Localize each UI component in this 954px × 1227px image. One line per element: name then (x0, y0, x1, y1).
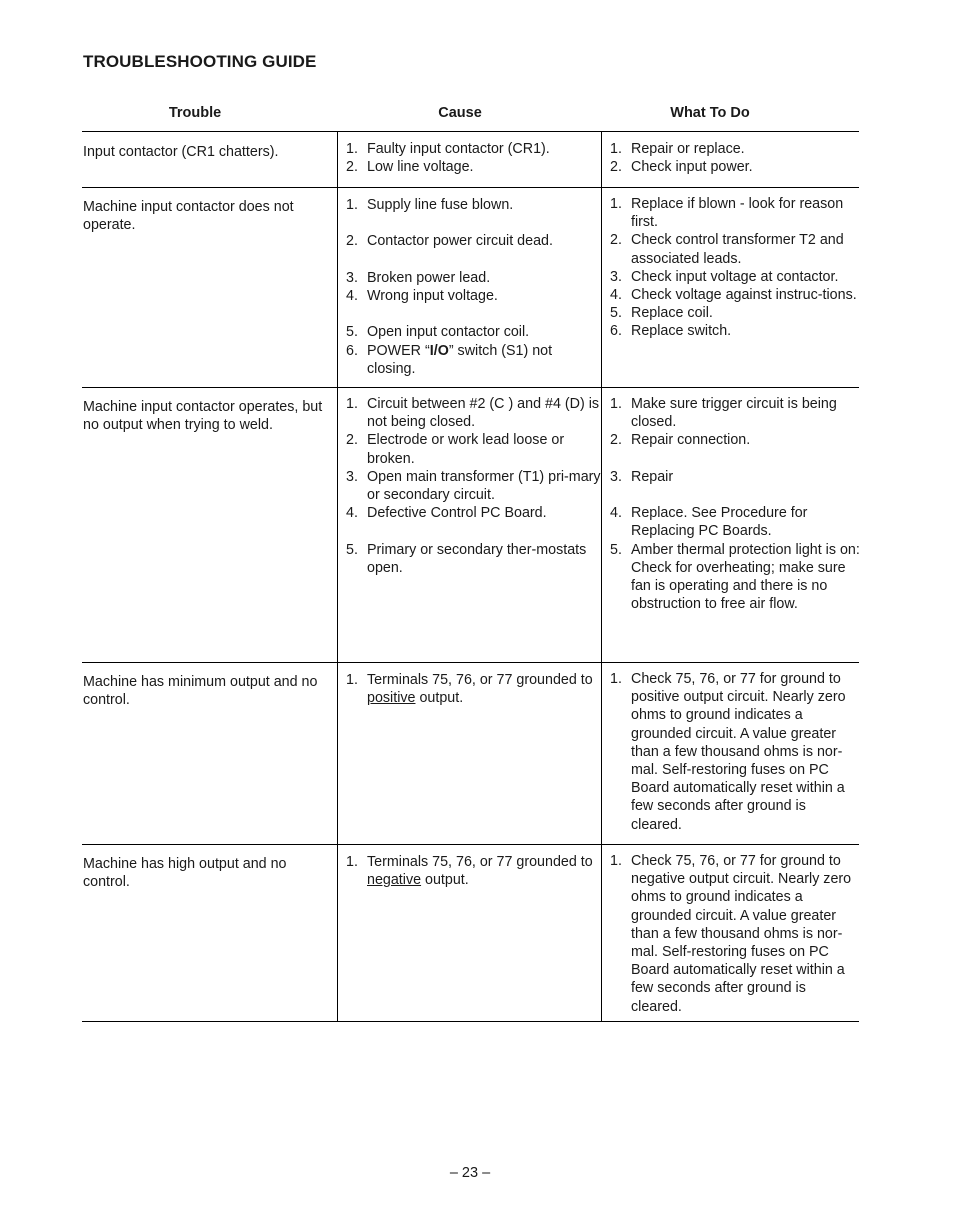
trouble-cell (83, 188, 319, 387)
page-number: – 23 – (449, 1165, 491, 1181)
cause-list (346, 196, 602, 378)
todo-cell (601, 845, 860, 1021)
list-item: 1. Faulty input contactor (CR1). (346, 141, 550, 157)
cause-list (346, 671, 602, 707)
list-item: 2. Electrode or work lead loose or broken. (346, 432, 565, 467)
list-item: 2. Repair connection. (610, 432, 751, 449)
list-item: 3. Repair (610, 468, 674, 485)
list-item: 1. Circuit between #2 (C ) and #4 (D) is not being closed. (346, 396, 600, 431)
header-trouble: Trouble (168, 105, 222, 121)
table-row (82, 662, 859, 844)
cause-cell (337, 845, 602, 1021)
trouble-text: Machine input contactor operates, but no output when trying to weld. (83, 399, 323, 434)
list-item: 1. Terminals 75, 76, or 77 grounded to positive output. (346, 672, 593, 707)
list-item: 1. Terminals 75, 76, or 77 grounded to negative output. (346, 854, 593, 889)
list-item: 2. Low line voltage. (346, 159, 474, 176)
todo-list (610, 395, 860, 613)
trouble-text: Input contactor (CR1 chatters). (83, 144, 279, 160)
trouble-cell (83, 388, 323, 662)
list-item: 1. Make sure trigger circuit is being closed. (610, 396, 837, 431)
cause-list (346, 140, 602, 176)
list-item: 3. Check input voltage at contactor. (610, 268, 839, 285)
list-item: 1. Replace if blown - look for reason first. (610, 196, 844, 231)
list-item: 2. Check input power. (610, 159, 753, 176)
todo-list (610, 140, 860, 176)
list-item: 1. Check 75, 76, or 77 for ground to positive output circuit. Nearly zero ohms to ground indicates a grounded circuit. A value greater than a few thousand ohms is nor-mal. Self-restoring fuses on PC Board automatically reset within a few seconds after ground is cleared. (610, 671, 846, 833)
trouble-cell (83, 845, 319, 1021)
list-item: 5. Primary or secondary ther-mostats open. (346, 541, 587, 576)
list-item: 2. Check control transformer T2 and associated leads. (610, 232, 844, 267)
todo-cell (601, 132, 860, 187)
troubleshooting-table (82, 131, 859, 1022)
trouble-cell (83, 663, 319, 844)
todo-list (610, 195, 860, 341)
table-row (82, 387, 859, 662)
todo-cell (601, 188, 860, 387)
list-item: 5. Amber thermal protection light is on: Check for overheating; make sure fan is operating and there is no obstruction to free air flow. (610, 541, 860, 613)
cause-list (346, 853, 602, 889)
trouble-text: Machine input contactor does not operate. (83, 199, 294, 234)
cause-cell (337, 663, 602, 844)
table-row (82, 187, 859, 387)
list-item: 2. Contactor power circuit dead. (346, 233, 553, 250)
list-item: 3. Open main transformer (T1) pri-mary or secondary circuit. (346, 468, 601, 504)
list-item: 4. Defective Control PC Board. (346, 505, 547, 522)
todo-list (610, 670, 860, 834)
todo-cell (601, 663, 860, 844)
list-item: 6. Replace switch. (610, 323, 732, 340)
list-item: 3. Broken power lead. (346, 269, 491, 286)
cause-cell (337, 188, 602, 387)
cause-cell (337, 132, 602, 187)
page-title: TROUBLESHOOTING GUIDE (83, 52, 317, 71)
trouble-text: Machine has minimum output and no control. (83, 674, 318, 709)
header-cause: Cause (438, 105, 482, 121)
list-item: 4. Check voltage against instruc-tions. (610, 287, 857, 304)
header-what-to-do: What To Do (670, 105, 750, 121)
cause-cell (337, 388, 602, 662)
list-item: 4. Wrong input voltage. (346, 287, 498, 304)
trouble-text: Machine has high output and no control. (83, 856, 287, 891)
todo-cell (601, 388, 860, 662)
list-item: 1. Supply line fuse blown. (346, 197, 514, 213)
todo-list (610, 852, 860, 1016)
list-item: 1. Repair or replace. (610, 141, 745, 157)
cause-list (346, 395, 602, 577)
list-item: 4. Replace. See Procedure for Replacing PC Boards. (610, 505, 808, 540)
list-item: 5. Open input contactor coil. (346, 324, 530, 341)
table-row (82, 131, 859, 187)
trouble-cell (83, 132, 319, 187)
list-item: 5. Replace coil. (610, 305, 713, 322)
table-row (82, 844, 859, 1022)
list-item: 6. POWER “I/O” switch (S1) not closing. (346, 342, 553, 377)
list-item: 1. Check 75, 76, or 77 for ground to negative output circuit. Nearly zero ohms to ground indicates a grounded circuit. A value greater than a few thousand ohms is nor-mal. Self-restoring fuses on PC Board automatically reset within a few seconds after ground is cleared. (610, 853, 852, 1015)
